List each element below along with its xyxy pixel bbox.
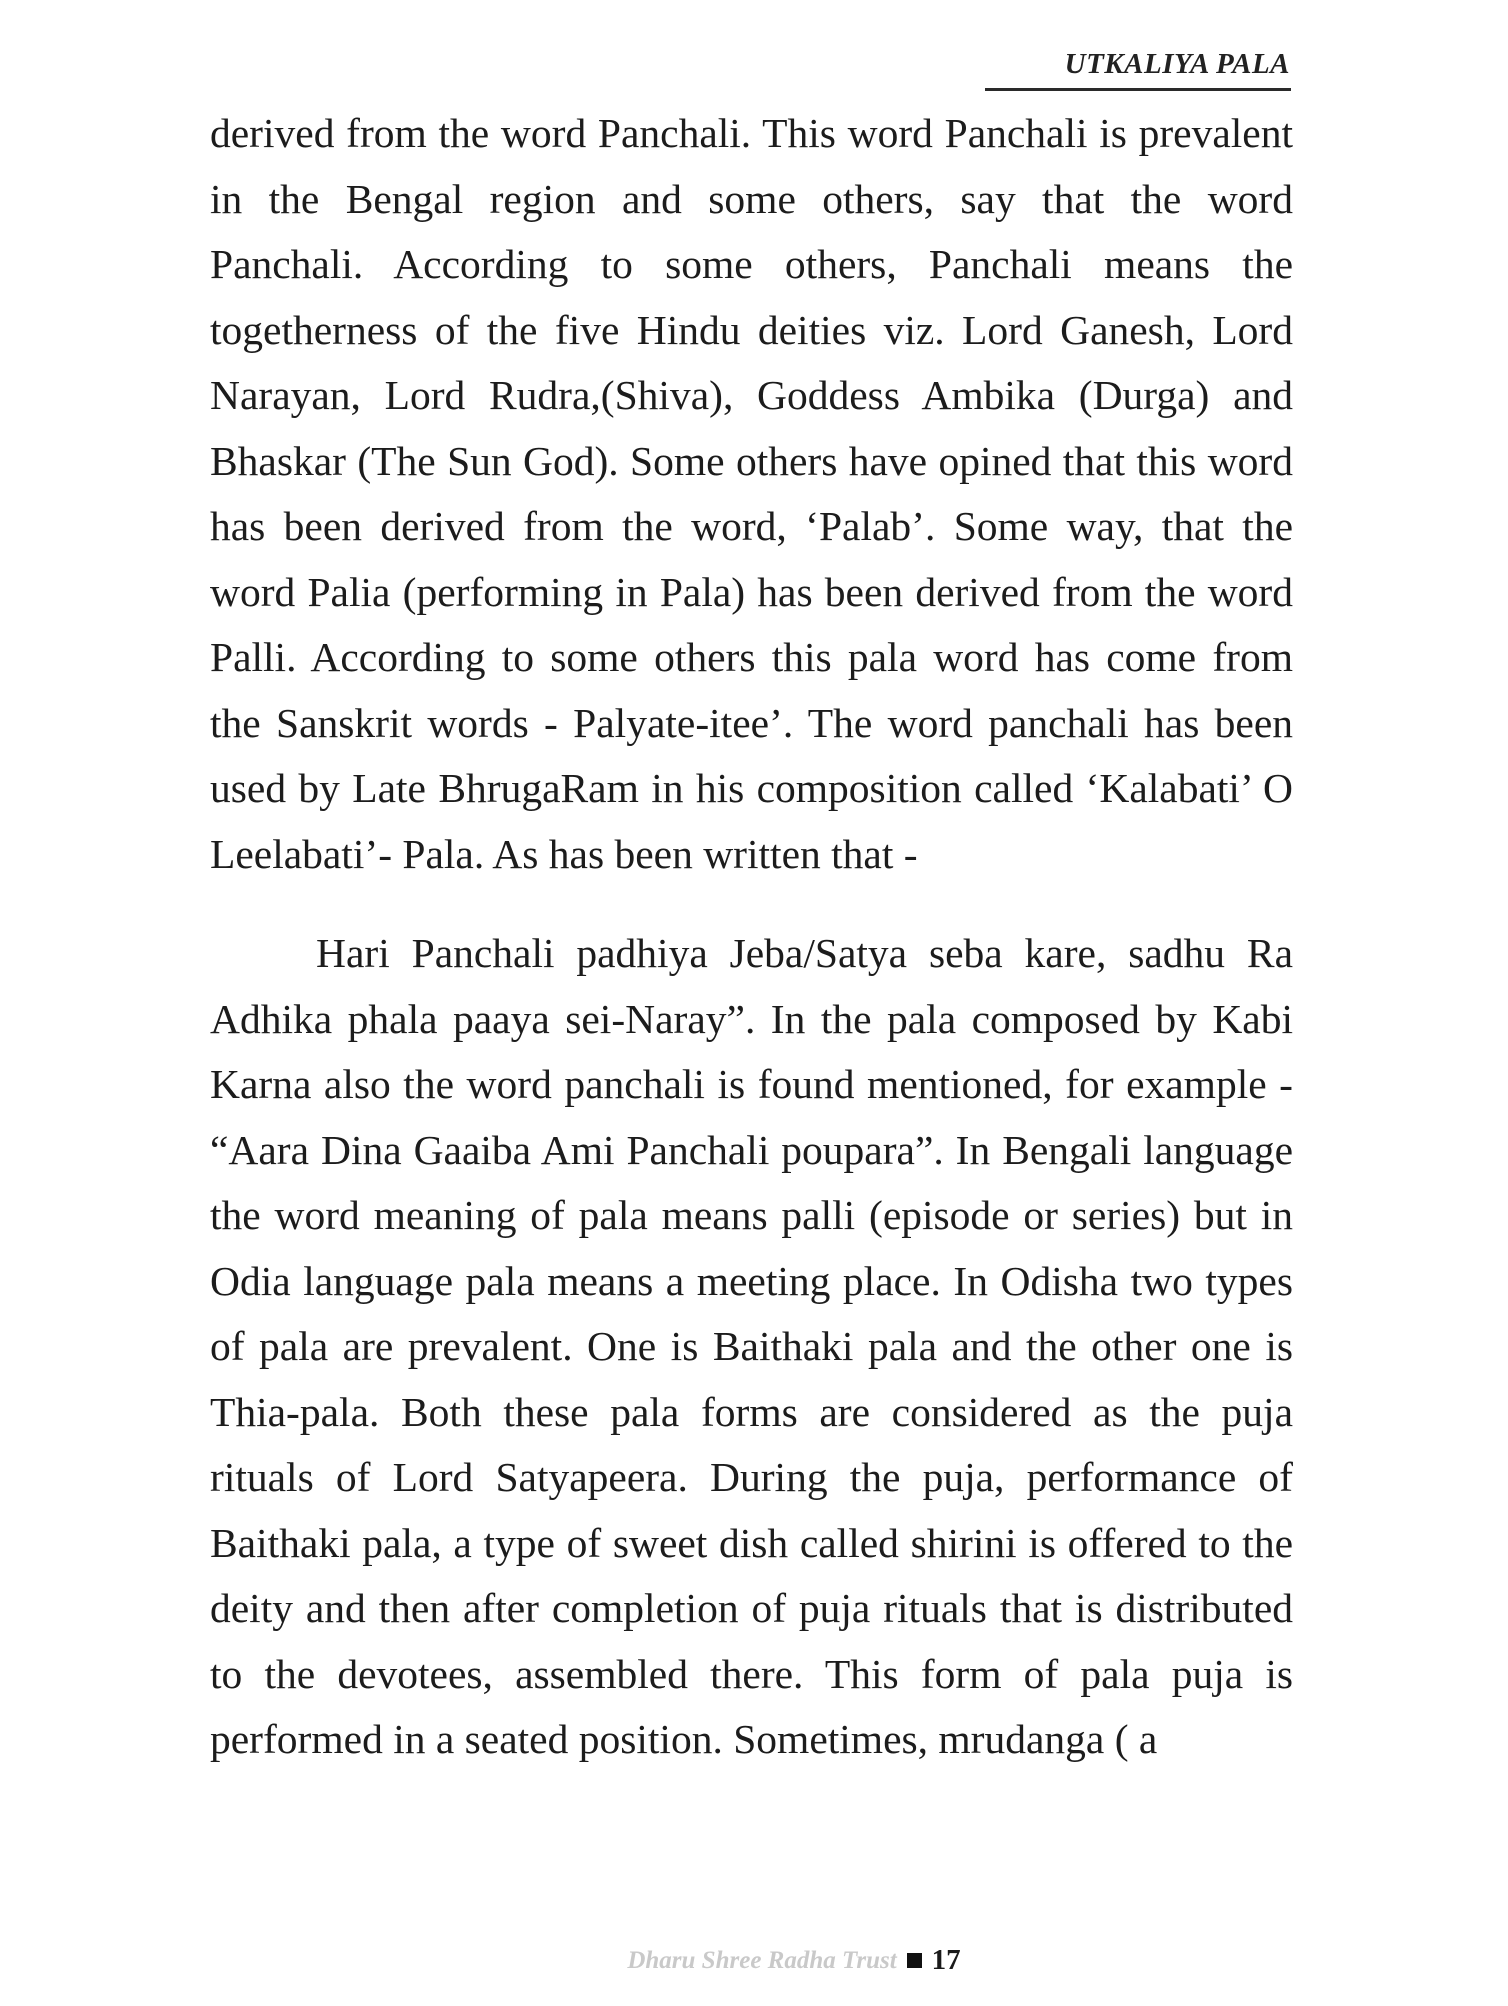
paragraph-2: Hari Panchali padhiya Jeba/Satya seba kare, sadhu Ra Adhika phala paaya sei-Naray”. In the pala composed by Kabi Karna also the word panchali is found mentioned, for example - “Aara Dina Gaaiba Ami Panchali poupara”. In Bengali language the word meaning of pala means palli (episode or series) but in Odia language pala means a meeting place. In Odisha two types of pala are prevalent. One is Baithaki pala and the other one is Thia-pala. Both these pala forms are considered as the puja rituals of Lord Satyapeera. During the puja, performance of Baithaki pala, a type of sweet dish called shirini is offered to the deity and then after completion of puja rituals that is distributed to the devotees, assembled there. This form of pala puja is performed in a seated position. Sometimes, mrudanga ( a <box>210 930 1293 1762</box>
body-text <box>210 101 1293 1773</box>
footer-trust-name: Dharu Shree Radha Trust <box>627 1946 897 1974</box>
page-footer <box>0 1944 1508 1977</box>
running-head-title: UTKALIYA PALA <box>1064 48 1290 80</box>
paragraph-1: derived from the word Panchali. This word Panchali is prevalent in the Bengal region and some others, say that the word Panchali. According to some others, Panchali means the togetherness of the five Hindu deities viz. Lord Ganesh, Lord Narayan, Lord Rudra,(Shiva), Goddess Ambika (Durga) and Bhaskar (The Sun God). Some others have opined that this word has been derived from the word, ‘Palab’. Some way, that the word Palia (performing in Pala) has been derived from the word Palli. According to some others this pala word has come from the Sanskrit words - Palyate-itee’. The word panchali has been used by Late BhrugaRam in his composition called ‘Kalabati’ O Leelabati’- Pala. As has been written that - <box>210 110 1293 877</box>
page-number: 17 <box>931 1944 961 1976</box>
header-underline <box>985 88 1291 91</box>
square-bullet-icon <box>907 1953 922 1968</box>
